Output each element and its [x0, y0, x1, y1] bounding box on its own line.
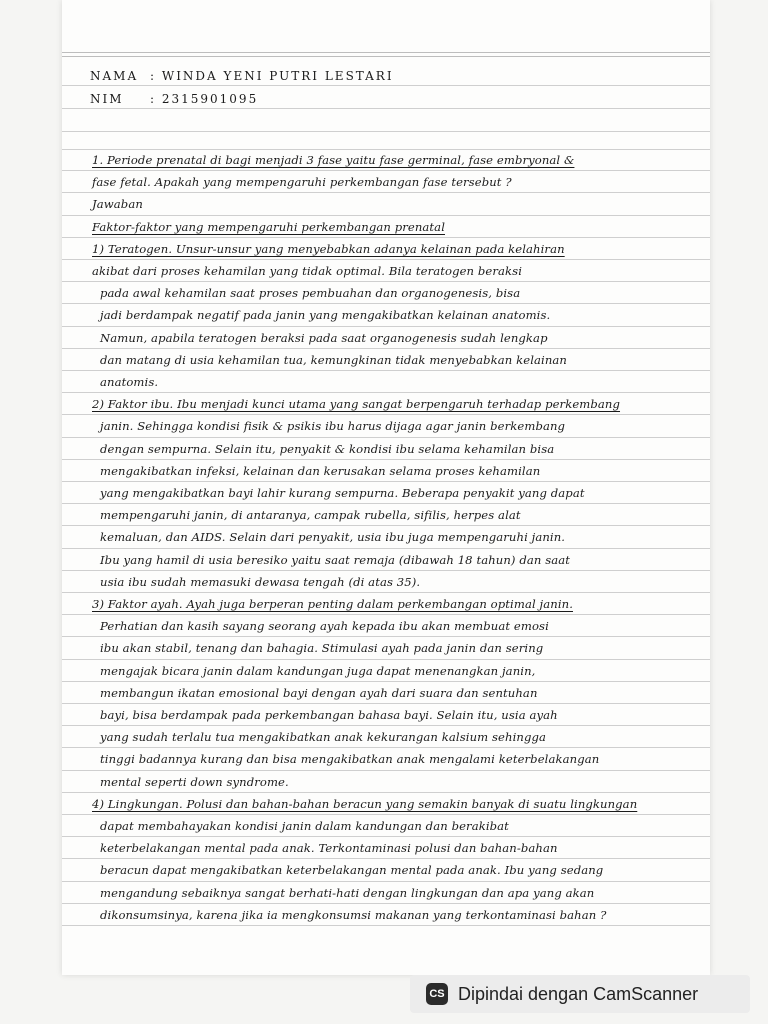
page-rule: [62, 548, 710, 549]
page-rule: [62, 370, 710, 371]
handwritten-line: dan matang di usia kehamilan tua, kemungkinan tidak menyebabkan kelainan: [100, 352, 567, 367]
page-rule: [62, 814, 710, 815]
handwritten-line: mengandung sebaiknya sangat berhati-hati dengan lingkungan dan apa yang akan: [100, 885, 595, 900]
handwritten-line: mengakibatkan infeksi, kelainan dan kerusakan selama proses kehamilan: [100, 463, 541, 478]
handwritten-line: dikonsumsinya, karena jika ia mengkonsumsi makanan yang terkontaminasi bahan ?: [100, 907, 607, 922]
handwritten-line: Jawaban: [92, 197, 143, 212]
page-rule: [62, 858, 710, 859]
page-rule: [62, 437, 710, 438]
page-rule: [62, 592, 710, 593]
handwritten-line: 2) Faktor ibu. Ibu menjadi kunci utama yang sangat berpengaruh terhadap perkembang: [92, 397, 621, 412]
page-rule: [62, 392, 710, 393]
handwritten-line: dengan sempurna. Selain itu, penyakit & kondisi ibu selama kehamilan bisa: [100, 441, 555, 456]
page-rule: [62, 636, 710, 637]
page-rule: [62, 659, 710, 660]
handwritten-line: 3) Faktor ayah. Ayah juga berperan penting dalam perkembangan optimal janin.: [92, 597, 573, 611]
name-label: NAMA: [90, 69, 139, 83]
nim-value: : 2315901095: [150, 92, 259, 106]
page-rule: [62, 131, 710, 132]
handwritten-line: mental seperti down syndrome.: [100, 774, 289, 789]
nim-label: NIM: [90, 92, 124, 106]
page-rule: [62, 170, 710, 171]
page-rule: [62, 747, 710, 748]
name-value: : WINDA YENI PUTRI LESTARI: [150, 69, 394, 83]
handwritten-line: beracun dapat mengakibatkan keterbelakangan mental pada anak. Ibu yang sedang: [100, 863, 604, 878]
page-rule: [62, 903, 710, 904]
page-rule: [62, 52, 710, 57]
handwritten-line: 1. Periode prenatal di bagi menjadi 3 fase yaitu fase germinal, fase embryonal &: [92, 153, 575, 167]
handwritten-line: pada awal kehamilan saat proses pembuahan dan organogenesis, bisa: [100, 286, 521, 301]
page-rule: [62, 192, 710, 193]
handwritten-line: jadi berdampak negatif pada janin yang mengakibatkan kelainan anatomis.: [100, 308, 551, 323]
page-rule: [62, 925, 710, 926]
page-rule: [62, 770, 710, 771]
handwritten-line: dapat membahayakan kondisi janin dalam kandungan dan berakibat: [100, 819, 509, 833]
page-rule: [62, 459, 710, 460]
handwritten-line: bayi, bisa berdampak pada perkembangan bahasa bayi. Selain itu, usia ayah: [100, 708, 558, 722]
handwritten-line: anatomis.: [100, 375, 159, 389]
camscanner-text: Dipindai dengan CamScanner: [458, 983, 699, 1004]
handwritten-line: yang mengakibatkan bayi lahir kurang sempurna. Beberapa penyakit yang dapat: [100, 486, 585, 500]
page-rule: [62, 836, 710, 837]
handwritten-line: keterbelakangan mental pada anak. Terkontaminasi polusi dan bahan-bahan: [100, 841, 558, 856]
handwritten-line: Ibu yang hamil di usia beresiko yaitu saat remaja (dibawah 18 tahun) dan saat: [100, 552, 571, 567]
handwritten-line: yang sudah terlalu tua mengakibatkan anak kekurangan kalsium sehingga: [100, 730, 547, 745]
page-rule: [62, 570, 710, 571]
notebook-page: [62, 0, 710, 975]
page-rule: [62, 414, 710, 415]
handwritten-line: tinggi badannya kurang dan bisa mengakibatkan anak mengalami keterbelakangan: [100, 752, 600, 767]
page-rule: [62, 614, 710, 615]
page-rule: [62, 725, 710, 726]
page-rule: [62, 303, 710, 304]
page-rule: [62, 326, 710, 327]
camscanner-watermark: [410, 975, 750, 1013]
page-rule: [62, 792, 710, 793]
handwritten-line: Perhatian dan kasih sayang seorang ayah kepada ibu akan membuat emosi: [100, 619, 549, 634]
handwritten-line: mempengaruhi janin, di antaranya, campak rubella, sifilis, herpes alat: [100, 508, 521, 523]
page-rule: [62, 681, 710, 682]
page-rule: [62, 503, 710, 504]
handwritten-line: mengajak bicara janin dalam kandungan juga dapat menenangkan janin,: [100, 663, 536, 678]
handwritten-line: ibu akan stabil, tenang dan bahagia. Stimulasi ayah pada janin dan sering: [100, 641, 544, 656]
page-rule: [62, 481, 710, 482]
handwritten-line: 4) Lingkungan. Polusi dan bahan-bahan beracun yang semakin banyak di suatu lingkungan: [92, 796, 638, 811]
handwritten-line: Faktor-faktor yang mempengaruhi perkembangan prenatal: [92, 219, 445, 234]
page-rule: [62, 281, 710, 282]
handwritten-line: Namun, apabila teratogen beraksi pada saat organogenesis sudah lengkap: [100, 330, 548, 345]
camscanner-logo-icon: CS: [426, 983, 448, 1005]
page-rule: [62, 881, 710, 882]
handwritten-line: akibat dari proses kehamilan yang tidak optimal. Bila teratogen beraksi: [92, 264, 523, 278]
page-rule: [62, 703, 710, 704]
handwritten-line: membangun ikatan emosional bayi dengan ayah dari suara dan sentuhan: [100, 685, 538, 700]
page-rule: [62, 525, 710, 526]
handwritten-line: fase fetal. Apakah yang mempengaruhi perkembangan fase tersebut ?: [92, 175, 512, 190]
page-rule: [62, 215, 710, 216]
page-rule: [62, 348, 710, 349]
handwritten-line: janin. Sehingga kondisi fisik & psikis ibu harus dijaga agar janin berkembang: [100, 419, 566, 434]
handwritten-line: kemaluan, dan AIDS. Selain dari penyakit, usia ibu juga mempengaruhi janin.: [100, 530, 566, 545]
page-rule: [62, 259, 710, 260]
handwritten-line: usia ibu sudah memasuki dewasa tengah (di atas 35).: [100, 574, 421, 589]
handwritten-line: 1) Teratogen. Unsur-unsur yang menyebabkan adanya kelainan pada kelahiran: [92, 241, 565, 256]
page-rule: [62, 237, 710, 238]
